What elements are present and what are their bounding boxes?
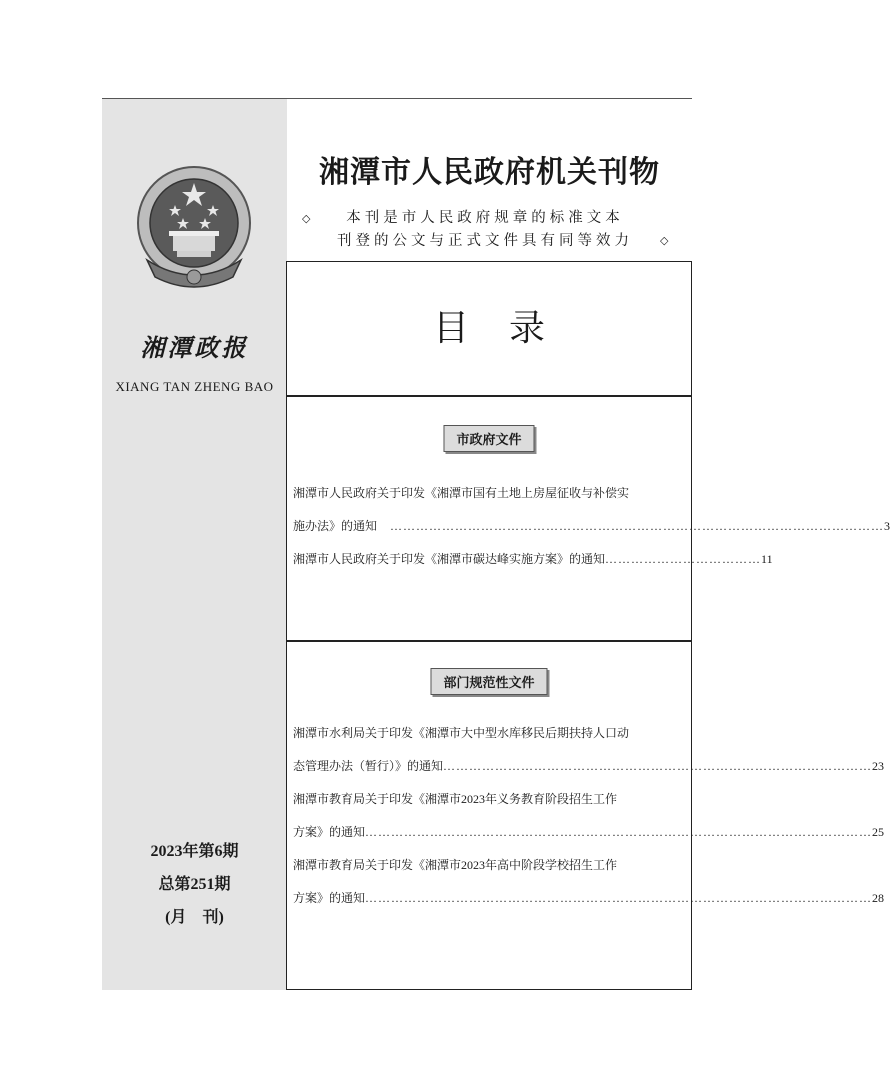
page-number: 28 — [872, 891, 885, 905]
leader-dots: ……………………………………………………………………………………… — [443, 759, 873, 773]
issue-number: 2023年第6期 — [150, 843, 239, 860]
toc-entry-text: 态管理办法（暂行）》的通知 — [293, 759, 444, 773]
toc-entry-text: 湘潭市人民政府关于印发《湘潭市碳达峰实施方案》的通知 — [293, 552, 606, 566]
toc-entry-text: 湘潭市水利局关于印发《湘潭市大中型水库移民后期扶持人口动 — [293, 726, 630, 740]
toc-entry[interactable] — [293, 717, 885, 783]
toc-entry-text: 湘潭市教育局关于印发《湘潭市2023年高中阶段学校招生工作 — [293, 858, 618, 872]
publication-title: 湘潭市人民政府机关刊物 — [319, 155, 660, 190]
section-divider — [287, 395, 691, 397]
leader-dots: ……………………………………………………………………………………………………… — [365, 891, 873, 905]
masthead-name: 湘潭政报 — [140, 333, 249, 362]
masthead-pinyin: XIANG TAN ZHENG BAO — [115, 379, 274, 394]
subtitle-line-2: 刊登的公文与正式文件具有同等效力 — [337, 233, 633, 249]
section-divider — [287, 640, 691, 642]
total-issue-number: 总第251期 — [158, 876, 231, 893]
section-label-city-government: 市政府文件 — [443, 425, 534, 452]
section-label-department-documents: 部门规范性文件 — [430, 668, 547, 695]
publication-frequency: (月 刊) — [165, 909, 224, 926]
national-emblem-icon — [133, 165, 255, 300]
page-number: 23 — [872, 759, 885, 773]
table-of-contents — [286, 261, 890, 990]
toc-entry[interactable] — [293, 543, 773, 576]
leader-dots: ……………………………… — [605, 552, 762, 566]
toc-entry[interactable] — [293, 849, 885, 915]
diamond-icon: ◇ — [660, 234, 669, 247]
toc-entry-text: 方案》的通知 — [293, 891, 366, 905]
toc-heading: 目录 — [432, 308, 585, 349]
leader-dots: ……………………………………………………………………………………………………… — [365, 825, 873, 839]
toc-entry[interactable] — [293, 477, 890, 543]
toc-entry-text: 施办法》的通知 — [293, 519, 378, 533]
toc-entry-text: 方案》的通知 — [293, 825, 366, 839]
toc-entry-text: 湘潭市人民政府关于印发《湘潭市国有土地上房屋征收与补偿实 — [293, 486, 630, 500]
subtitle-line-1: 本刊是市人民政府规章的标准文本 — [346, 210, 624, 226]
toc-entry-text: 湘潭市教育局关于印发《湘潭市2023年义务教育阶段招生工作 — [293, 792, 618, 806]
page-number: 3 — [884, 519, 890, 533]
page-number: 25 — [872, 825, 885, 839]
toc-entry[interactable] — [293, 783, 885, 849]
page-number: 11 — [761, 552, 773, 566]
leader-dots: …………………………………………………………………………………………………… — [377, 519, 885, 533]
diamond-icon: ◇ — [302, 212, 311, 225]
